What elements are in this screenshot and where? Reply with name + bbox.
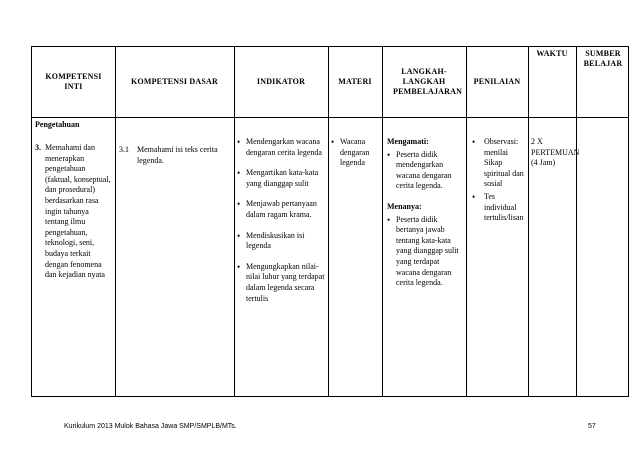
langkah-cell xyxy=(387,137,465,299)
kompetensi-inti-cell xyxy=(35,143,115,281)
indikator-item: • Menjawab pertanyaan dalam ragam krama. xyxy=(237,199,327,220)
langkah-item: • Peserta didik bertanya jawab tentang kata-kata yang dianggap sulit yang terdapat wacana dengaran cerita legenda. xyxy=(387,215,465,289)
materi-item: • Wacana dengaran legenda xyxy=(331,137,381,169)
header-divider xyxy=(32,117,628,118)
header-kompetensi-dasar: KOMPETENSI DASAR xyxy=(131,77,218,86)
header-kompetensi-inti: KOMPETENSI INTI xyxy=(45,72,102,91)
penilaian-item: • Tes individual tertulis/lisan xyxy=(472,192,527,224)
menanya-label: Menanya: xyxy=(387,201,422,211)
page-number: 57 xyxy=(588,423,596,430)
indikator-item: • Mengungkapkan nilai-nilai luhur yang terdapat dalam legenda secara tertulis xyxy=(237,262,327,304)
header-penilaian: PENILAIAN xyxy=(473,77,521,86)
indikator-item: • Mendiskusikan isi legenda xyxy=(237,231,327,252)
column-divider xyxy=(528,47,529,396)
kompetensi-inti-text: Memahami dan menerapkan pengetahuan (faktual, konseptual, dan prosedural) berdasarkan rasa ingin tahunya tentang ilmu pengetahuan, teknologi, seni, budaya terkait dengan fenomena dan kejadian nyata xyxy=(45,143,111,280)
kompetensi-dasar-number: 3.1 xyxy=(119,145,129,154)
waktu-cell: 2 X PERTEMUAN (4 Jam) xyxy=(531,137,580,168)
kompetensi-inti-number: 3. xyxy=(35,143,41,152)
indikator-item: • Mendengarkan wacana dengaran cerita legenda xyxy=(237,137,327,158)
header-langkah: LANGKAH-LANGKAH PEMBELAJARAN xyxy=(393,67,463,96)
mengamati-label: Mengamati: xyxy=(387,137,429,146)
header-sumber-belajar: SUMBER BELAJAR xyxy=(583,49,623,68)
indikator-cell xyxy=(237,137,327,314)
bottom-rule xyxy=(336,396,464,397)
materi-cell xyxy=(331,137,381,179)
section-label-pengetahuan: Pengetahuan xyxy=(35,120,80,129)
kompetensi-dasar-cell xyxy=(119,145,232,166)
header-indikator: INDIKATOR xyxy=(256,77,306,86)
penilaian-cell xyxy=(472,137,527,234)
curriculum-table xyxy=(31,46,629,397)
footer-title: Kurikulum 2013 Mulok Bahasa Jawa SMP/SMPLB/MTs. xyxy=(64,423,237,430)
header-materi: MATERI xyxy=(338,77,372,86)
header-waktu: WAKTU xyxy=(536,49,568,58)
penilaian-item: • Observasi: menilai Sikap spiritual dan sosial xyxy=(472,137,527,190)
indikator-item: • Mengartikan kata-kata yang dianggap sulit xyxy=(237,168,327,189)
kompetensi-dasar-text: Memahami isi teks cerita legenda. xyxy=(137,145,218,165)
langkah-item: • Peserta didik mendengarkan wacana dengaran cerita legenda. xyxy=(387,150,465,192)
column-divider xyxy=(576,47,577,396)
